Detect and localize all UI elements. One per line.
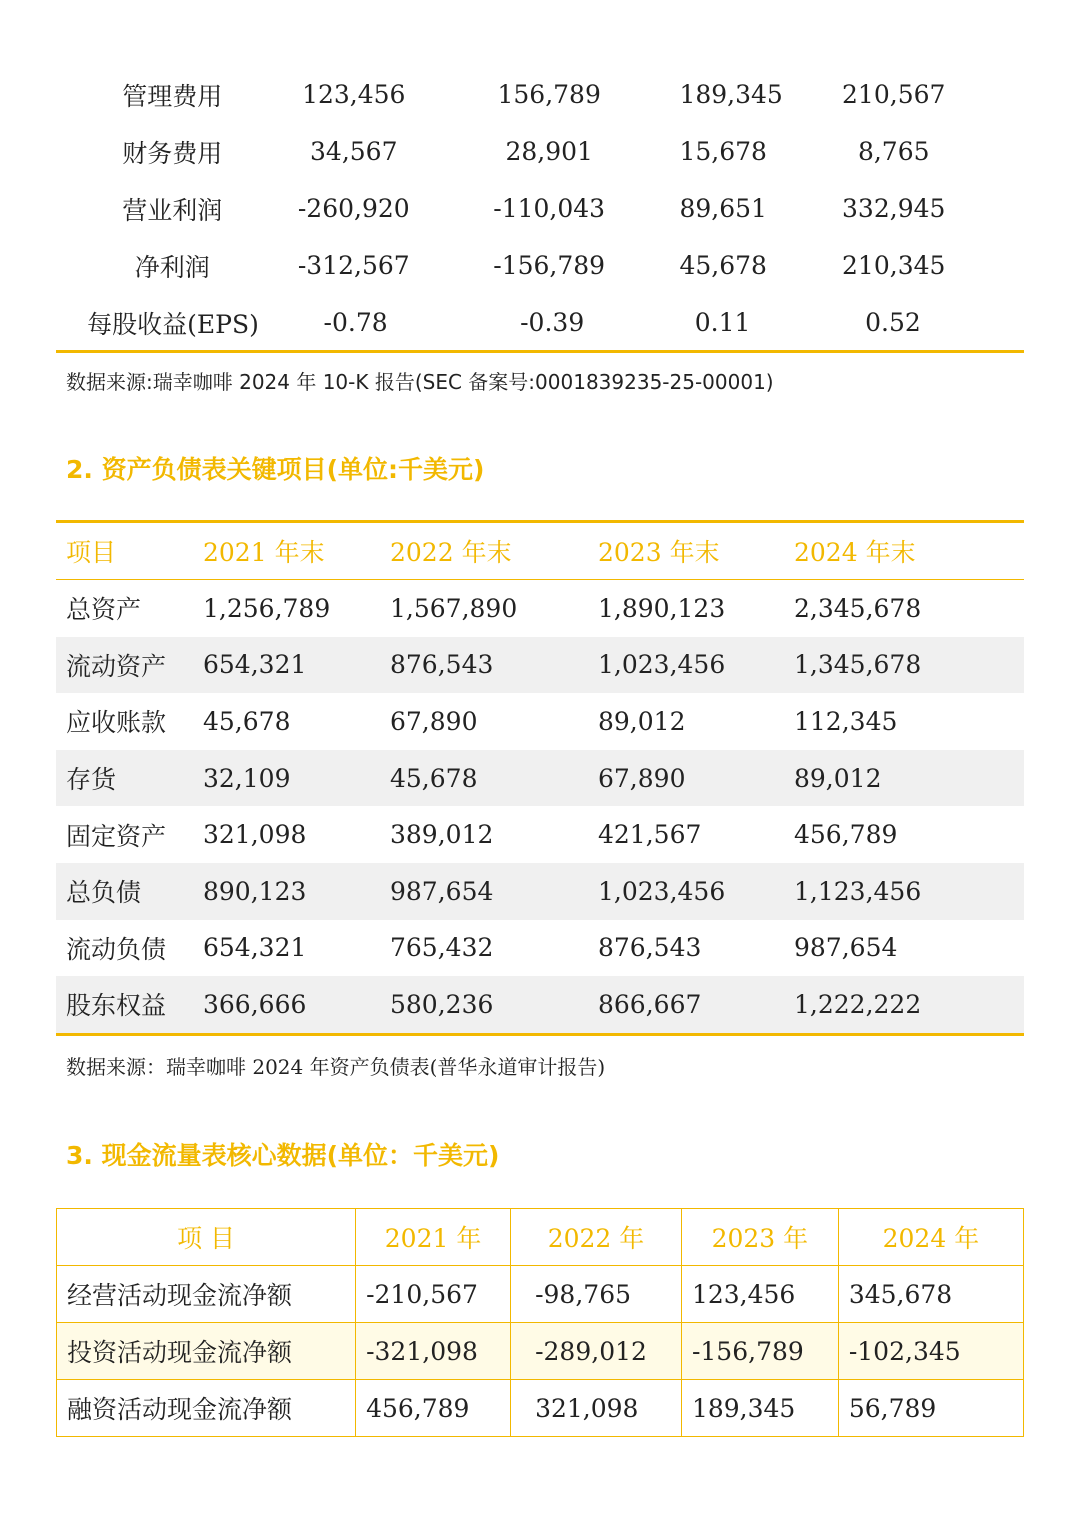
cell: 1,023,456 <box>598 650 726 680</box>
cell: 89,651 <box>679 194 767 223</box>
column-header: 项 目 <box>57 1209 356 1266</box>
table-row <box>56 637 1024 694</box>
table-row <box>57 1266 1024 1323</box>
cell: 67,890 <box>598 763 686 793</box>
row-label: 总资产 <box>66 595 142 625</box>
cell: 345,678 <box>838 1266 1023 1323</box>
row-label: 股东权益 <box>66 991 167 1021</box>
cell: 67,890 <box>390 706 478 736</box>
row-label: 每股收益(EPS) <box>87 309 259 339</box>
cell: 366,666 <box>203 989 307 1019</box>
row-label: 净利润 <box>134 252 210 282</box>
cell: -102,345 <box>838 1323 1023 1380</box>
cell: 866,667 <box>598 989 702 1019</box>
source-note: 数据来源:瑞幸咖啡 2024 年 10-K 报告(SEC 备案号:0001839235-25-00001) <box>66 370 774 394</box>
column-header: 2024 年 <box>838 1209 1023 1266</box>
table-row <box>56 66 1024 123</box>
cell: 28,901 <box>505 137 593 166</box>
cell: 210,345 <box>842 251 946 280</box>
row-label: 流动负债 <box>66 934 167 964</box>
cell: 580,236 <box>390 989 494 1019</box>
cell: -156,789 <box>681 1323 838 1380</box>
cell: 654,321 <box>203 650 307 680</box>
cell: 456,789 <box>794 820 898 850</box>
cell: 987,654 <box>794 933 898 963</box>
cell: 8,765 <box>857 137 930 166</box>
cell: -210,567 <box>356 1266 511 1323</box>
cell: -0.39 <box>520 308 585 337</box>
cell: 210,567 <box>842 80 946 109</box>
row-label: 管理费用 <box>122 81 223 111</box>
cell: 189,345 <box>681 1380 838 1437</box>
row-label: 经营活动现金流净额 <box>57 1266 356 1323</box>
table-row <box>56 920 1024 977</box>
section-heading: 2. 资产负债表关键项目(单位:千美元) <box>66 455 485 484</box>
table-row <box>57 1380 1024 1437</box>
row-label: 财务费用 <box>122 138 223 168</box>
table-bottom-rule <box>56 350 1024 353</box>
cell: 189,345 <box>679 80 783 109</box>
cell: 1,345,678 <box>794 650 922 680</box>
cell: 89,012 <box>794 763 882 793</box>
cell: 765,432 <box>390 933 494 963</box>
cell: 987,654 <box>390 876 494 906</box>
cash-flow-table <box>56 1208 1024 1437</box>
cell: 123,456 <box>302 80 406 109</box>
cell: -321,098 <box>356 1323 511 1380</box>
cell: -312,567 <box>297 251 410 280</box>
column-header: 2024 年末 <box>794 538 916 567</box>
balance-sheet-table <box>56 520 1024 1036</box>
row-label: 投资活动现金流净额 <box>57 1323 356 1380</box>
cell: 389,012 <box>390 820 494 850</box>
cell: 34,567 <box>310 137 398 166</box>
table-row <box>56 580 1024 637</box>
column-header: 2023 年 <box>681 1209 838 1266</box>
cell: 1,567,890 <box>390 593 518 623</box>
column-header: 2021 年末 <box>203 538 325 567</box>
cell: 1,890,123 <box>598 593 726 623</box>
cell: -260,920 <box>297 194 410 223</box>
table-header-row <box>56 523 1024 579</box>
row-label: 总负债 <box>66 878 142 908</box>
cell: 32,109 <box>203 763 291 793</box>
table-row <box>57 1323 1024 1380</box>
table-row <box>56 693 1024 750</box>
table-row <box>56 180 1024 237</box>
cell: -98,765 <box>511 1266 682 1323</box>
column-header: 2023 年末 <box>598 538 720 567</box>
cell: 321,098 <box>203 820 307 850</box>
cell: 0.11 <box>694 308 751 337</box>
cell: -156,789 <box>493 251 606 280</box>
table-row <box>56 863 1024 920</box>
cell: 654,321 <box>203 933 307 963</box>
cell: 876,543 <box>390 650 494 680</box>
table-row <box>56 123 1024 180</box>
cell: 0.52 <box>865 308 921 337</box>
table-bottom-rule <box>56 1033 1024 1036</box>
cell: 156,789 <box>497 80 601 109</box>
table-row <box>56 294 1024 351</box>
cell: 421,567 <box>598 820 702 850</box>
row-label: 应收账款 <box>66 708 167 738</box>
cell: -289,012 <box>511 1323 682 1380</box>
cell: 45,678 <box>390 763 478 793</box>
row-label: 流动资产 <box>66 651 167 681</box>
cell: 1,222,222 <box>794 989 922 1019</box>
cell: -0.78 <box>323 308 388 337</box>
cell: 123,456 <box>681 1266 838 1323</box>
cell: 15,678 <box>679 137 767 166</box>
cell: 456,789 <box>356 1380 511 1437</box>
section-heading: 3. 现金流量表核心数据(单位：千美元) <box>66 1141 500 1170</box>
cell: 1,023,456 <box>598 876 726 906</box>
cell: 1,123,456 <box>794 876 922 906</box>
cell: 89,012 <box>598 706 686 736</box>
table-header-row <box>57 1209 1024 1266</box>
source-note: 数据来源：瑞幸咖啡 2024 年资产负债表(普华永道审计报告) <box>66 1055 606 1079</box>
income-statement-table <box>56 66 1024 353</box>
cell: 56,789 <box>838 1380 1023 1437</box>
cell: 45,678 <box>203 706 291 736</box>
row-label: 营业利润 <box>122 195 223 225</box>
column-header: 2021 年 <box>356 1209 511 1266</box>
row-label: 存货 <box>66 765 117 795</box>
row-label: 固定资产 <box>66 821 167 851</box>
table-row <box>56 976 1024 1033</box>
column-header: 2022 年末 <box>390 538 512 567</box>
cell: 45,678 <box>679 251 767 280</box>
table-row <box>56 806 1024 863</box>
cell: 332,945 <box>842 194 946 223</box>
table-row <box>56 750 1024 807</box>
table-row <box>56 237 1024 294</box>
column-header: 2022 年 <box>511 1209 682 1266</box>
cell: 890,123 <box>203 876 307 906</box>
cell: 2,345,678 <box>794 593 922 623</box>
column-header: 项目 <box>66 538 117 567</box>
row-label: 融资活动现金流净额 <box>57 1380 356 1437</box>
cell: 112,345 <box>794 706 898 736</box>
cell: 1,256,789 <box>203 593 331 623</box>
cell: -110,043 <box>493 194 606 223</box>
cell: 876,543 <box>598 933 702 963</box>
cell: 321,098 <box>511 1380 682 1437</box>
